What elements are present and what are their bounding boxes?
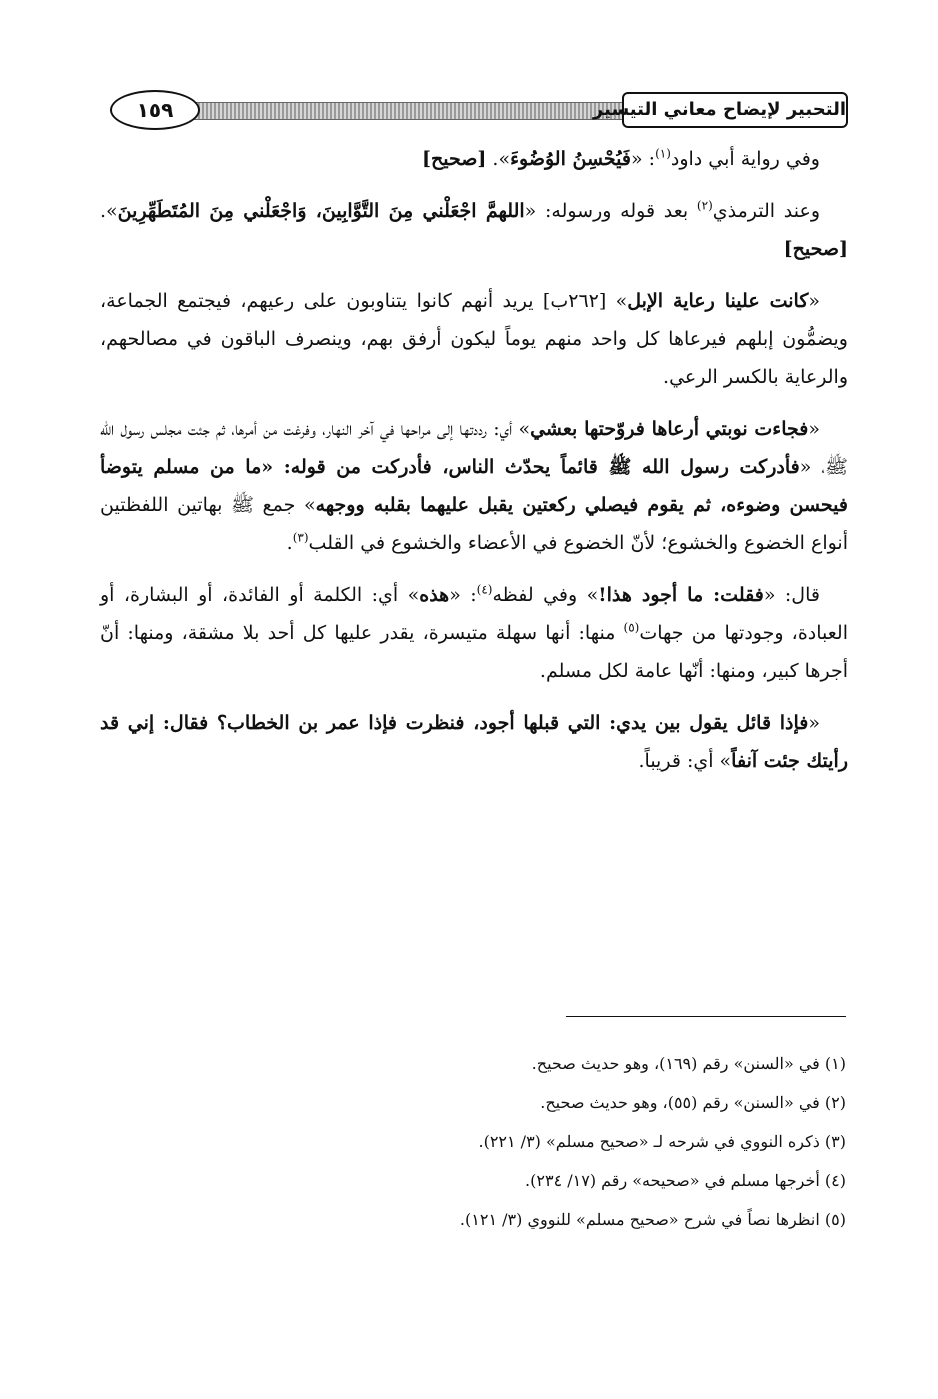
text: « bbox=[808, 418, 820, 440]
text: » جمع ﷺ بهاتين اللفظتين أنواع الخضوع والخشوع؛ لأنّ الخضوع في الأعضاء والخشوع في القلب bbox=[100, 494, 848, 554]
paragraph-camel-herding bbox=[100, 282, 848, 396]
footnote-ref: (٣) bbox=[292, 530, 309, 545]
footnote-ref: (٥) bbox=[623, 620, 640, 635]
hadith-quote: فأدركت رسول الله ﷺ قائماً يحدّث الناس، فأدركت من قوله: «ما من مسلم يتوضأ فيحسن وضوءه، ثم يقوم فيصلي ركعتين يقبل عليهما بقلبه ووجهه bbox=[100, 456, 848, 516]
hadith-grade: [صحيح] bbox=[783, 238, 848, 260]
text: منها: أنها سهلة متيسرة، يقدر عليها كل أحد بلا مشقة، ومنها: أنّ أجرها كبير، ومنها: أنّها عامة لكل مسلم. bbox=[100, 622, 848, 682]
text: » أي: رددتها إلى مراحها في آخر النهار، وفرغت من أمرها، ثم جئت مجلس رسول الله ﷺ، « bbox=[100, 418, 848, 478]
footnote-1: (١) في «السنن» رقم (١٦٩)، وهو حديث صحيح. bbox=[531, 1054, 846, 1073]
hadith-quote: اللهمَّ اجْعَلْني مِنَ التَّوَّابِينَ، وَاجْعَلْني مِنَ المُتَطَهِّرِينَ bbox=[117, 200, 525, 222]
footnote-divider bbox=[566, 1016, 846, 1017]
text: : « bbox=[449, 584, 477, 606]
hadith-quote: فقلت: ما أجود هذا! bbox=[598, 584, 764, 606]
text: « bbox=[808, 290, 821, 312]
main-text bbox=[100, 140, 848, 794]
text: قال: « bbox=[763, 584, 820, 606]
hadith-quote: هذه bbox=[419, 584, 450, 606]
footnote-ref: (٢) bbox=[696, 198, 713, 213]
text: ». bbox=[486, 148, 511, 170]
text: » أي: الكلمة أو الفائدة، أو البشارة، أو العبادة، وجودتها من جهات bbox=[100, 584, 848, 644]
hadith-grade: [صحيح] bbox=[422, 148, 487, 170]
running-header bbox=[110, 88, 848, 134]
text: : « bbox=[630, 148, 656, 170]
footnotes bbox=[98, 1044, 846, 1239]
footnote-ref: (١) bbox=[655, 146, 671, 161]
text: وعند الترمذي bbox=[712, 200, 820, 222]
paragraph-tirmidhi bbox=[100, 192, 848, 268]
text: وفي رواية أبي داود bbox=[670, 148, 820, 170]
footnote-3: (٣) ذكره النووي في شرحه لـ «صحيح مسلم» (٣/ ٢٢١). bbox=[478, 1132, 846, 1151]
paragraph-my-turn bbox=[100, 410, 848, 562]
text: » [٢٦٢ب] يريد أنهم كانوا يتناوبون على رعيهم، فيجتمع الجماعة، ويضمُّون إبلهم فيرعاها كل واحد منهم يوماً ليكون أرفق بهم، وينصرف الباقون في مصالحهم، والرعاية بالكسر الرعي. bbox=[100, 290, 848, 388]
paragraph-umar bbox=[100, 704, 848, 780]
book-title: التحبير لإيضاح معاني التيسير bbox=[622, 92, 848, 128]
text: » وفي لفظه bbox=[492, 584, 599, 606]
hadith-quote: فجاءت نوبتي أرعاها فروّحتها بعشي bbox=[530, 418, 809, 440]
footnote-4: (٤) أخرجها مسلم في «صحيحه» رقم (١٧/ ٢٣٤). bbox=[525, 1171, 846, 1190]
paragraph-abu-dawud bbox=[100, 140, 848, 178]
text: . bbox=[286, 532, 293, 554]
hadith-quote: كانت علينا رعاية الإبل bbox=[627, 290, 809, 312]
footnote-ref: (٤) bbox=[476, 582, 493, 597]
text: » أي: قريباً. bbox=[638, 750, 732, 772]
hadith-quote: فَيُحْسِنُ الوُضُوءَ bbox=[510, 148, 631, 170]
hadith-quote: فإذا قائل يقول بين يدي: التي قبلها أجود، فنظرت فإذا عمر بن الخطاب؟ فقال: إني قد رأيتك جئت آنفاً bbox=[100, 712, 848, 772]
footnote-5: (٥) انظرها نصاً في شرح «صحيح مسلم» للنووي (٣/ ١٢١). bbox=[459, 1210, 846, 1229]
text: ». bbox=[100, 200, 118, 222]
page-number: ١٥٩ bbox=[110, 90, 200, 130]
footnote-2: (٢) في «السنن» رقم (٥٥)، وهو حديث صحيح. bbox=[540, 1093, 846, 1112]
text: « bbox=[808, 712, 820, 734]
paragraph-how-excellent bbox=[100, 576, 848, 690]
header-decorative-bar bbox=[170, 102, 638, 120]
text: بعد قوله ورسوله: « bbox=[524, 200, 697, 222]
